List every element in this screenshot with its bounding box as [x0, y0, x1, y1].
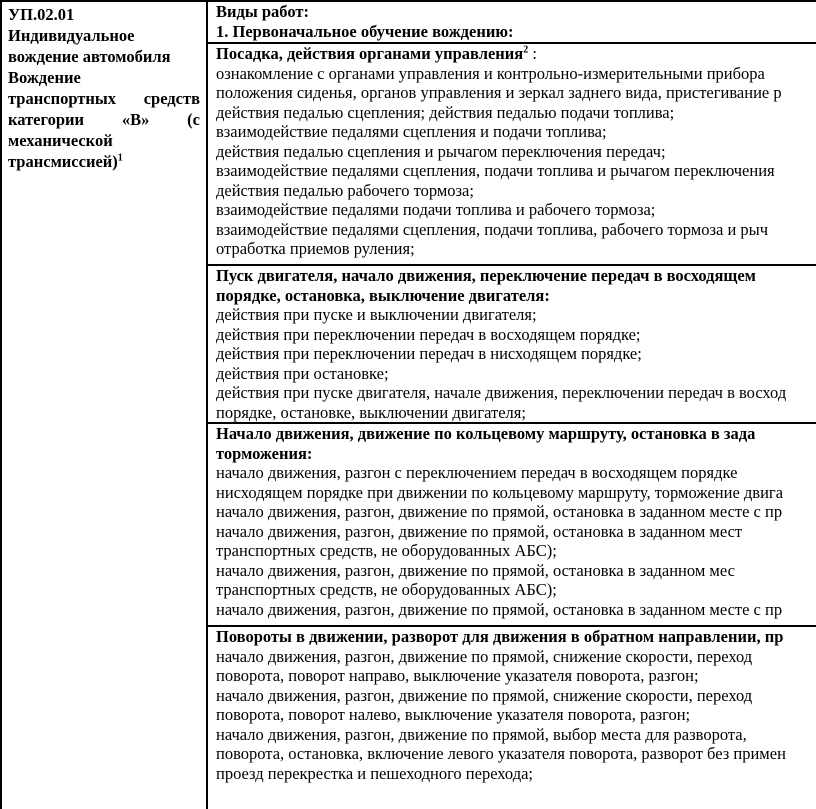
list-item: взаимодействие педалями сцепления, подачи топлива, рабочего тормоза и рыч [216, 219, 769, 239]
list-item: начало движения, разгон, движение по прямой, остановка в заданном мест [216, 521, 743, 541]
list-item: поворота, поворот направо, выключение указателя поворота, разгон; [216, 666, 699, 685]
section-title: торможения: [216, 443, 313, 463]
list-item: нисходящем порядке при движении по кольцевому маршруту, торможение двига [216, 482, 784, 502]
list-item: ознакомление с органами управления и контрольно-измерительными прибора [216, 63, 765, 83]
list-item: поворота, остановка, включение левого указателя поворота, разворот без примен [216, 744, 786, 763]
table-left-border [0, 0, 2, 809]
module-line: трансмиссией)$^1$ [8, 152, 123, 171]
column-divider [206, 0, 208, 809]
list-item: поворота, поворот налево, выключение указателя поворота, разгон; [216, 705, 691, 724]
list-item: начало движения, разгон, движение по прямой, снижение скорости, переход [216, 646, 753, 666]
list-item: действия при переключении передач в восходящем порядке; [216, 324, 641, 344]
work-types-subtitle: 1. Первоначальное обучение вождению: [216, 21, 514, 41]
list-item: положения сиденья, органов управления и зеркал заднего вида, пристегивание р [216, 83, 782, 102]
work-types-title: Виды работ: [216, 2, 309, 21]
list-item: взаимодействие педалями сцепления, подачи топлива и рычагом переключения [216, 161, 775, 180]
list-item: действия при переключении передач в нисходящем порядке; [216, 344, 642, 363]
section-title: Посадка, действия органами управления$^2$ : [216, 44, 537, 63]
list-item: взаимодействие педалями подачи топлива и рабочего тормоза; [216, 200, 656, 219]
section-title: Повороты в движении, разворот для движения в обратном направлении, пр [216, 627, 784, 646]
list-item: порядке, остановке, выключении двигателя; [216, 402, 526, 422]
list-item: действия педалью рабочего тормоза; [216, 180, 474, 200]
section-seating-controls [216, 44, 782, 259]
section-title: порядке, остановка, выключение двигателя: [216, 285, 550, 305]
footnote-mark: 1 [117, 152, 123, 164]
module-cell [8, 4, 200, 172]
module-code: УП.02.01 [8, 5, 75, 24]
list-item: действия при пуске двигателя, начале движения, переключении передач в восход [216, 383, 787, 402]
work-types-header [216, 2, 513, 41]
list-item: начало движения, разгон, движение по прямой, остановка в заданном месте с пр [216, 502, 783, 521]
section-engine-start [216, 266, 786, 422]
list-item: начало движения, разгон, движение по прямой, снижение скорости, переход [216, 685, 753, 705]
list-item: действия педалью сцепления и рычагом переключения передач; [216, 141, 666, 161]
section-ring-route [216, 424, 783, 619]
list-item: действия педалью сцепления; действия педалью подачи топлива; [216, 102, 675, 122]
module-line: Вождение [8, 68, 81, 87]
list-item: начало движения, разгон с переключением передач в восходящем порядке [216, 463, 738, 482]
module-line: Индивидуальное [8, 26, 135, 45]
list-item: транспортных средств, не оборудованных АБС); [216, 541, 557, 560]
module-line: транспортных средств [8, 89, 200, 108]
list-item: начало движения, разгон, движение по прямой, остановка в заданном мес [216, 560, 735, 580]
list-item: отработка приемов руления; [216, 239, 415, 258]
list-item: взаимодействие педалями сцепления и подачи топлива; [216, 122, 607, 141]
section-turns [216, 627, 786, 783]
list-item: транспортных средств, не оборудованных АБС); [216, 580, 557, 599]
list-item: начало движения, разгон, движение по прямой, выбор места для разворота, [216, 724, 747, 744]
list-item: начало движения, разгон, движение по прямой, остановка в заданном месте с пр [216, 599, 783, 619]
list-item: действия при пуске и выключении двигателя; [216, 305, 537, 324]
section-title: Пуск двигателя, начало движения, переключение передач в восходящем [216, 266, 756, 285]
module-line: механической [8, 131, 113, 150]
list-item: проезд перекрестка и пешеходного перехода; [216, 763, 534, 783]
module-line: категории «В» (с [8, 110, 200, 129]
list-item: действия при остановке; [216, 363, 389, 383]
module-line: вождение автомобиля [8, 47, 171, 66]
section-title: Начало движения, движение по кольцевому маршруту, остановка в зада [216, 424, 756, 443]
